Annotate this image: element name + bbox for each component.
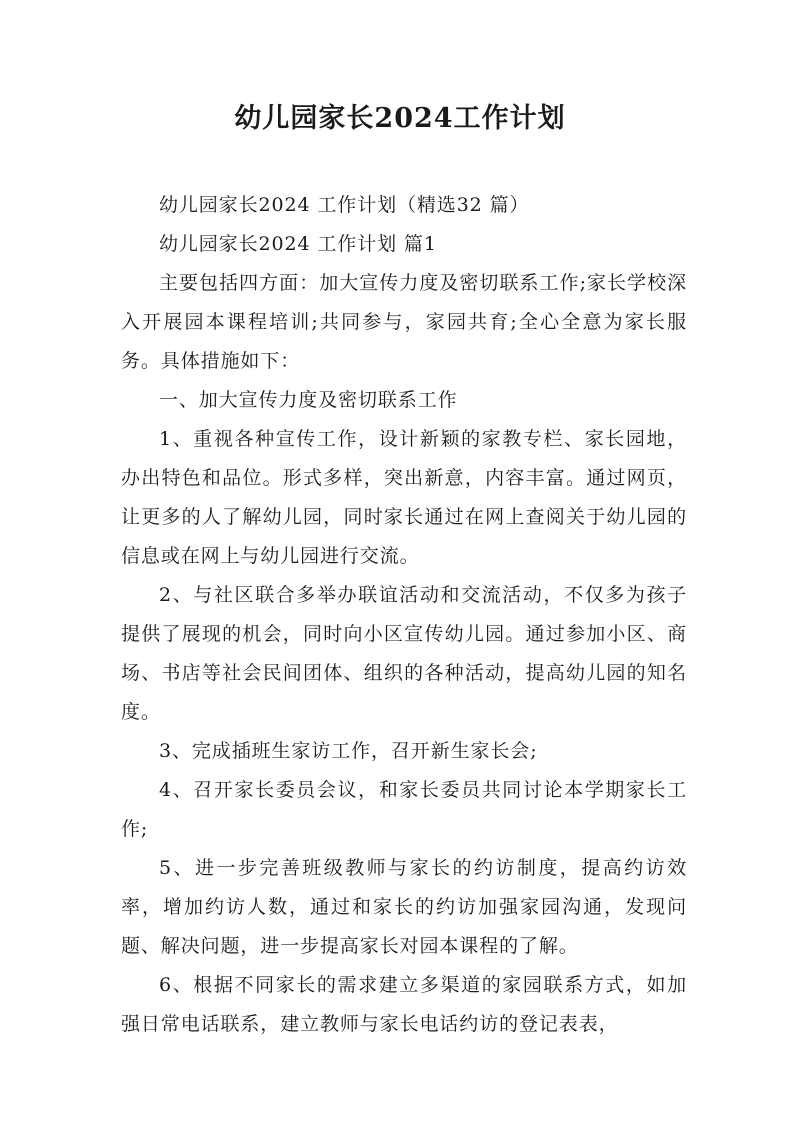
document-body bbox=[121, 186, 687, 1044]
paragraph-item-4: 4、召开家长委员会议，和家长委员共同讨论本学期家长工作; bbox=[121, 779, 687, 840]
paragraph-item-3: 3、完成插班生家访工作，召开新生家长会; bbox=[159, 740, 538, 762]
paragraph-item-1: 1、重视各种宣传工作，设计新颖的家教专栏、家长园地，办出特色和品位。形式多样，突出新意，内容丰富。通过网页，让更多的人了解幼儿园，同时家长通过在网上查阅关于幼儿园的信息或在网上与幼儿园进行交流。 bbox=[121, 428, 687, 567]
paragraph-item-2: 2、与社区联合多举办联谊活动和交流活动，不仅多为孩子提供了展现的机会，同时向小区宣传幼儿园。通过参加小区、商场、书店等社会民间团体、组织的各种活动，提高幼儿园的知名度。 bbox=[121, 584, 687, 723]
paragraph-intro: 主要包括四方面：加大宣传力度及密切联系工作;家长学校深入开展园本课程培训;共同参与，家园共育;全心全意为家长服务。具体措施如下： bbox=[121, 272, 687, 372]
paragraph-item-6: 6、根据不同家长的需求建立多渠道的家园联系方式，如加强日常电话联系，建立教师与家长电话约访的登记表表， bbox=[121, 974, 687, 1035]
paragraph-heading-one: 一、加大宣传力度及密切联系工作 bbox=[159, 389, 458, 411]
paragraph-item-5: 5、进一步完善班级教师与家长的约访制度，提高约访效率，增加约访人数，通过和家长的约访加强家园沟通，发现问题、解决问题，进一步提高家长对园本课程的了解。 bbox=[121, 857, 687, 957]
document-title: 幼儿园家长2024工作计划 bbox=[234, 103, 566, 134]
paragraph-subtitle: 幼儿园家长2024 工作计划（精选32 篇） bbox=[159, 194, 530, 216]
paragraph-section-heading: 幼儿园家长2024 工作计划 篇1 bbox=[159, 233, 437, 255]
